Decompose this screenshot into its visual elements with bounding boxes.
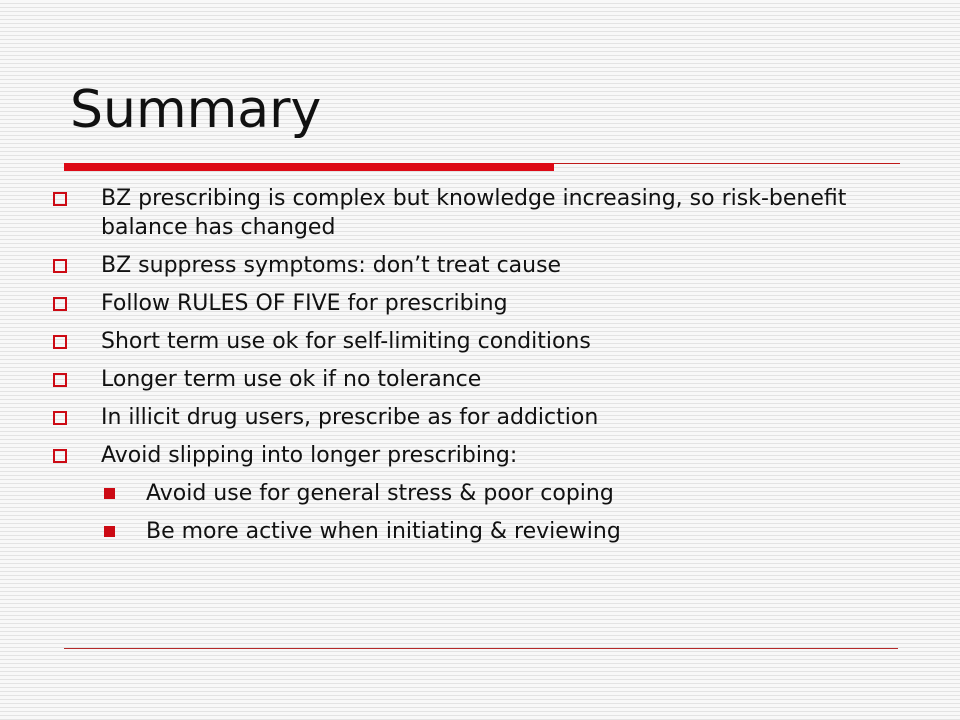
bullet-item [50,403,910,432]
bullet-text: Short term use ok for self-limiting conditions [101,329,591,354]
filled-square-icon [104,488,115,499]
bullet-text: BZ prescribing is complex but knowledge increasing, so risk-benefit balance has changed [101,186,847,240]
hollow-square-icon [53,259,67,273]
bullet-text: Follow RULES OF FIVE for prescribing [101,291,508,316]
bullet-text: BZ suppress symptoms: don’t treat cause [101,253,562,278]
bullet-item [50,289,910,318]
bullet-text: Longer term use ok if no tolerance [101,367,482,392]
filled-square-icon [104,526,115,537]
bullet-item [50,327,910,356]
hollow-square-icon [53,192,67,206]
hollow-square-icon [53,373,67,387]
bullet-text: Avoid slipping into longer prescribing: [101,443,518,468]
hollow-square-icon [53,297,67,311]
sub-bullet-text: Avoid use for general stress & poor coping [146,481,614,506]
title-underline-rule [554,163,900,164]
bullet-item [50,365,910,394]
bullet-list [50,184,910,555]
sub-bullet-item [50,479,910,508]
hollow-square-icon [53,335,67,349]
slide-title: Summary [70,80,322,140]
hollow-square-icon [53,449,67,463]
bullet-item [50,184,910,242]
footer-rule [64,648,898,649]
bullet-item [50,441,910,470]
sub-bullet-text: Be more active when initiating & reviewing [146,519,621,544]
sub-bullet-item [50,517,910,546]
title-underline-bar [64,163,554,171]
hollow-square-icon [53,411,67,425]
bullet-text: In illicit drug users, prescribe as for addiction [101,405,599,430]
bullet-item [50,251,910,280]
